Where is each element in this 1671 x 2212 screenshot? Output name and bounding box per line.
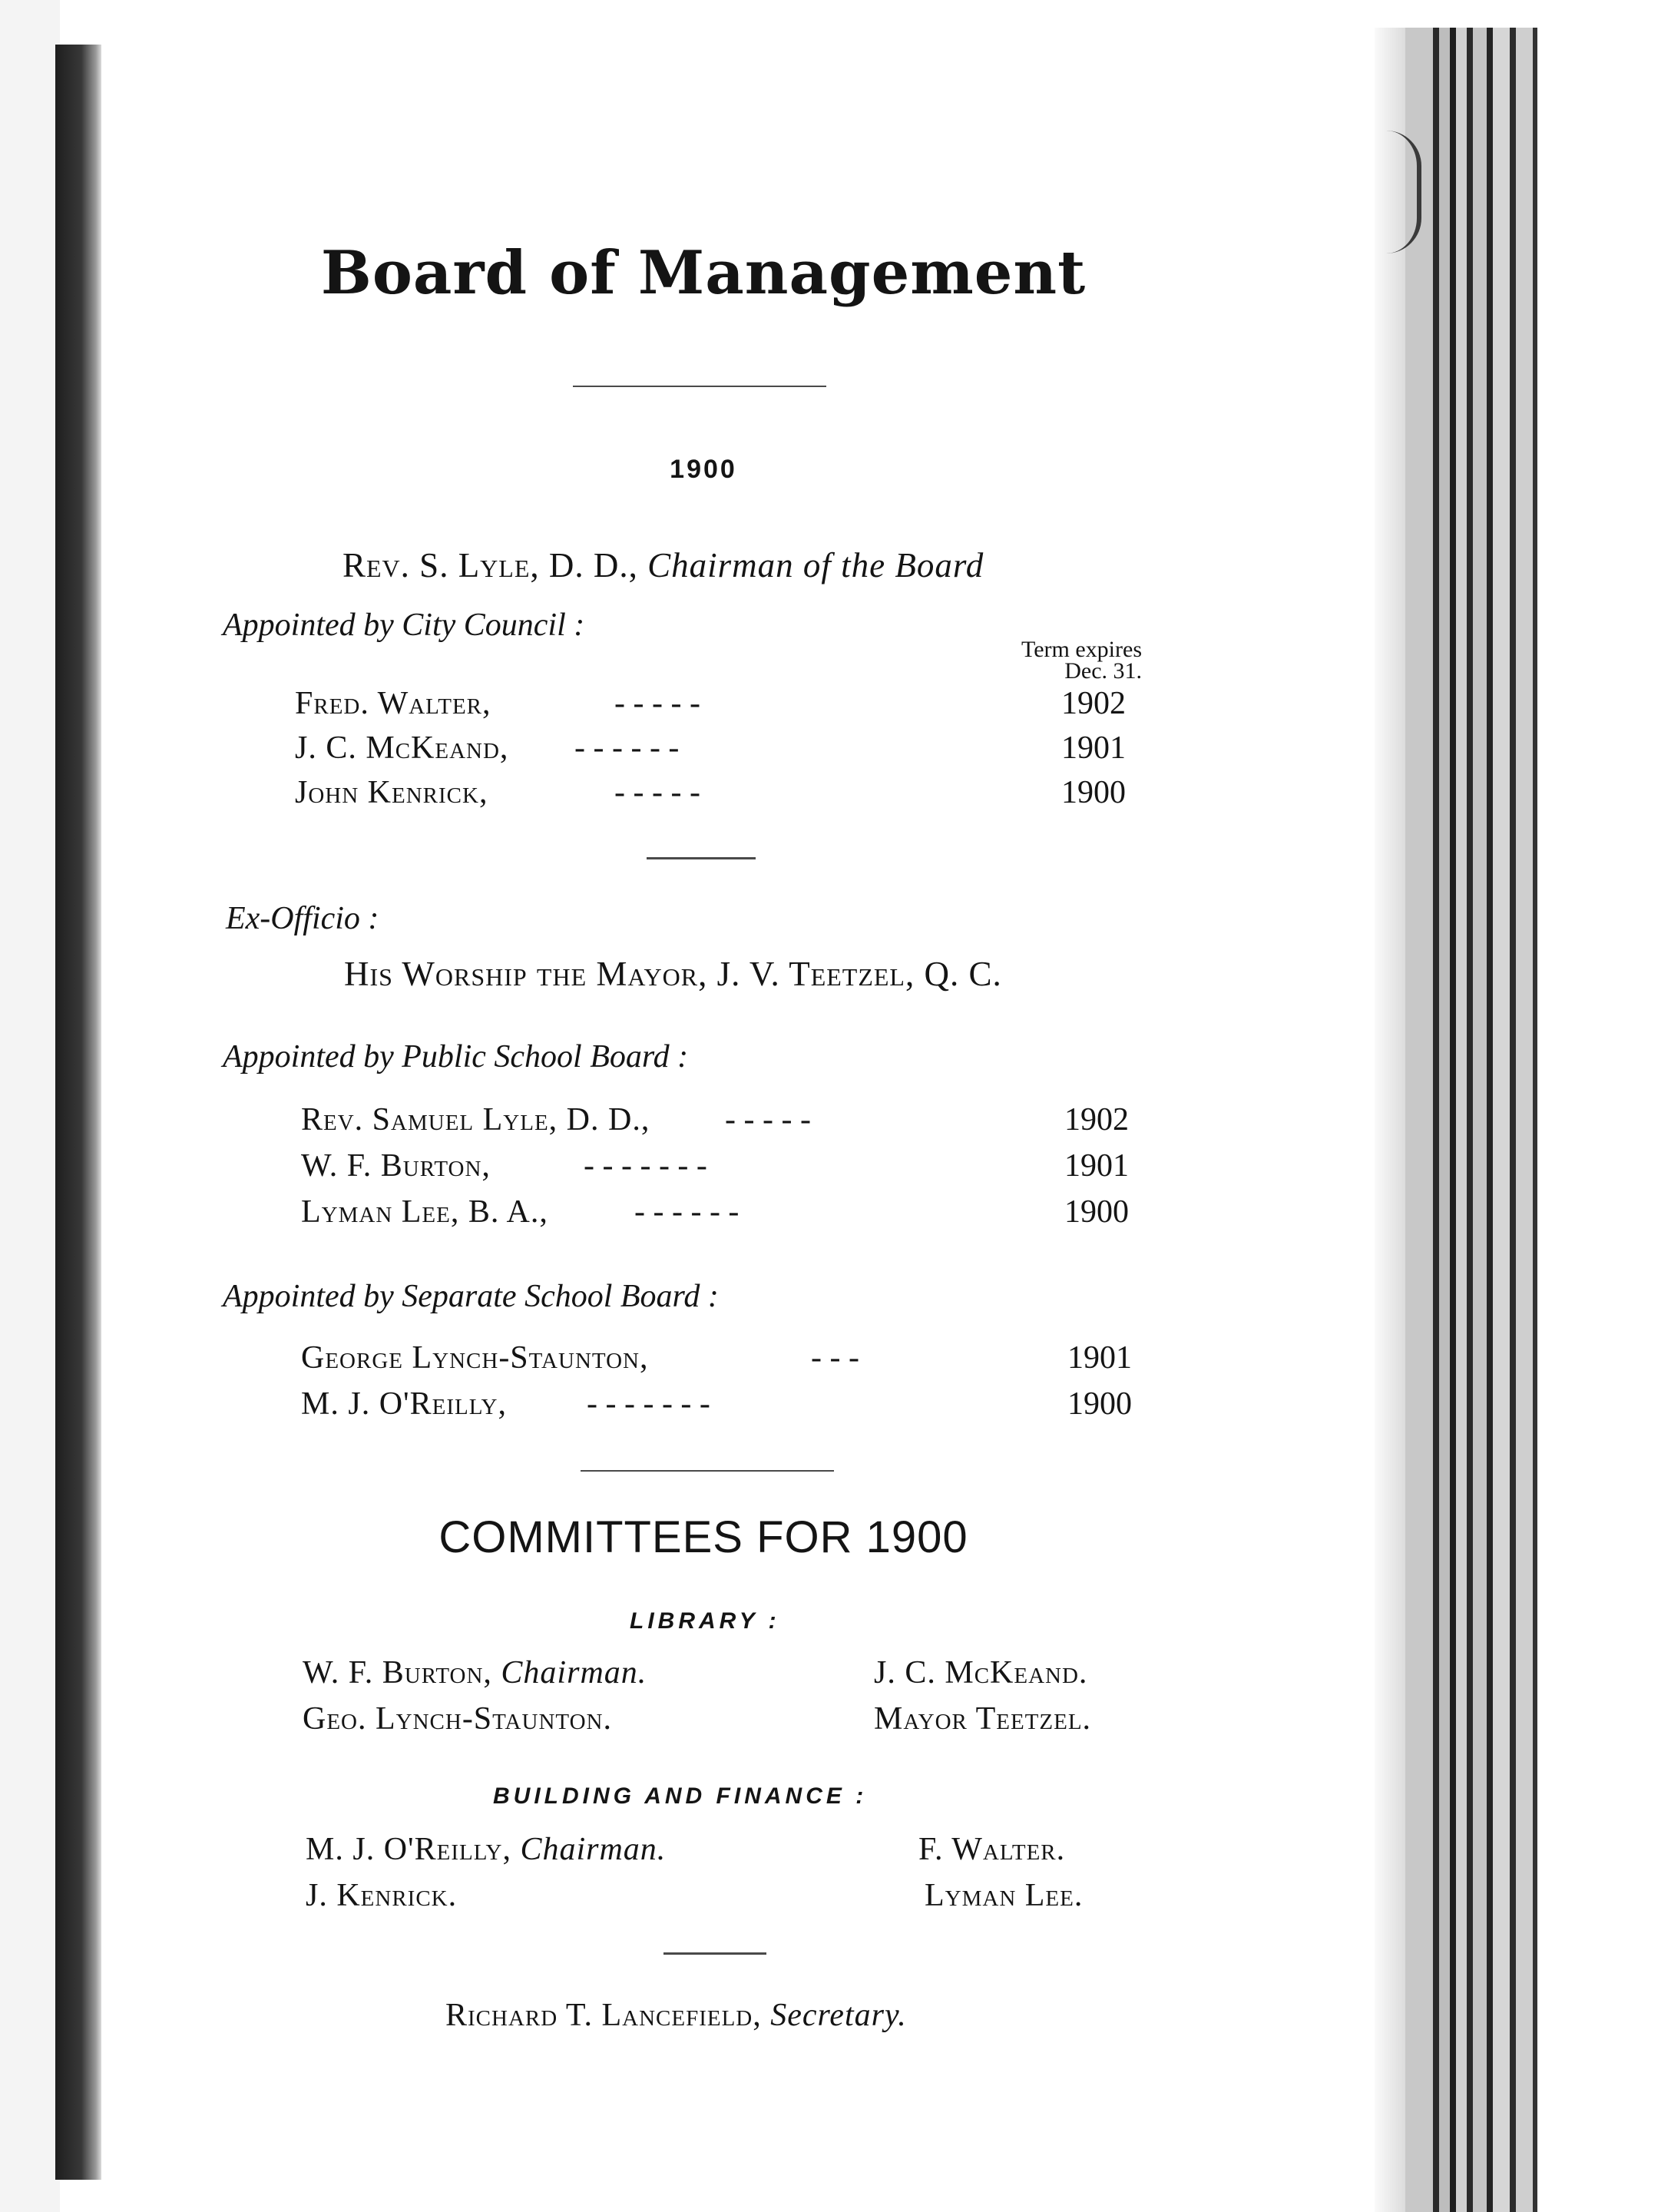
library-member-chair: [303, 1654, 647, 1691]
separate-school-heading: Appointed by Separate School Board :: [223, 1279, 719, 1314]
building-finance-heading: BUILDING AND FINANCE :: [493, 1783, 868, 1809]
chairman-role: Chairman of the Board: [647, 546, 984, 584]
section-divider: [581, 1470, 834, 1472]
board-year: 1900: [670, 455, 737, 484]
term-year: 1900: [1067, 1386, 1132, 1422]
term-year: 1902: [1064, 1102, 1129, 1137]
section-divider: [663, 1952, 766, 1955]
term-expires-label: Term expires: [1021, 637, 1143, 662]
public-school-heading: Appointed by Public School Board :: [223, 1039, 689, 1075]
city-member-name: John Kenrick,: [295, 775, 488, 810]
library-member-name: Mayor Teetzel.: [874, 1701, 1092, 1737]
secretary-line: [445, 1997, 907, 2034]
secretary-role: Secretary.: [770, 1998, 907, 2033]
leader-dashes: - - - - -: [725, 1102, 811, 1137]
separate-member-name: M. J. O'Reilly,: [301, 1386, 507, 1422]
city-member-name: J. C. McKeand,: [295, 730, 509, 766]
title-divider: [573, 386, 826, 387]
term-year: 1902: [1061, 686, 1126, 721]
public-member-name: W. F. Burton,: [301, 1148, 491, 1184]
library-heading: LIBRARY :: [630, 1608, 780, 1634]
separate-member-name: George Lynch-Staunton,: [301, 1340, 649, 1376]
term-year: 1900: [1061, 775, 1126, 810]
term-year: 1901: [1061, 730, 1126, 766]
leader-dashes: - - - - - -: [634, 1194, 740, 1230]
building-member-chair: [306, 1831, 666, 1868]
term-year: 1900: [1064, 1194, 1129, 1230]
building-member-name: Lyman Lee.: [925, 1878, 1084, 1913]
secretary-name: Richard T. Lancefield,: [445, 1998, 762, 2033]
library-member-name: W. F. Burton,: [303, 1655, 492, 1690]
library-member-name: J. C. McKeand.: [874, 1655, 1088, 1690]
page-curl-mark: [1386, 131, 1421, 253]
term-year: 1901: [1067, 1340, 1132, 1376]
page-title: Board of Management: [320, 238, 1087, 308]
scan-top-margin: [0, 0, 1671, 31]
ex-officio-member: His Worship the Mayor, J. V. Teetzel, Q. C.: [344, 955, 1002, 993]
ex-officio-heading: Ex-Officio :: [226, 901, 379, 936]
leader-dashes: - - -: [811, 1340, 859, 1376]
city-member-name: Fred. Walter,: [295, 686, 491, 721]
leader-dashes: - - - - - -: [574, 730, 680, 766]
chairman-line: [342, 545, 984, 585]
term-year: 1901: [1064, 1148, 1129, 1184]
page-stack-edge: [1375, 28, 1671, 2212]
building-member-name: M. J. O'Reilly,: [306, 1832, 511, 1867]
left-page-edge: [0, 0, 60, 2212]
term-expires-header: [1021, 639, 1142, 682]
public-member-name: Rev. Samuel Lyle, D. D.,: [301, 1102, 650, 1137]
building-member-name: J. Kenrick.: [306, 1878, 458, 1913]
building-member-name: F. Walter.: [918, 1832, 1066, 1867]
leader-dashes: - - - - - - -: [587, 1386, 710, 1422]
city-council-heading: Appointed by City Council :: [223, 608, 585, 643]
member-role: Chairman.: [501, 1655, 647, 1690]
section-divider: [647, 857, 756, 859]
committees-heading: COMMITTEES FOR 1900: [438, 1512, 968, 1562]
chairman-name: Rev. S. Lyle, D. D.,: [342, 546, 638, 584]
leader-dashes: - - - - -: [614, 686, 700, 721]
library-member-name: Geo. Lynch-Staunton.: [303, 1701, 612, 1737]
book-gutter-shadow: [55, 45, 103, 2180]
member-role: Chairman.: [520, 1832, 667, 1867]
term-date-label: Dec. 31.: [1064, 658, 1143, 684]
public-member-name: Lyman Lee, B. A.,: [301, 1194, 548, 1230]
leader-dashes: - - - - - - -: [584, 1148, 707, 1184]
leader-dashes: - - - - -: [614, 775, 700, 810]
